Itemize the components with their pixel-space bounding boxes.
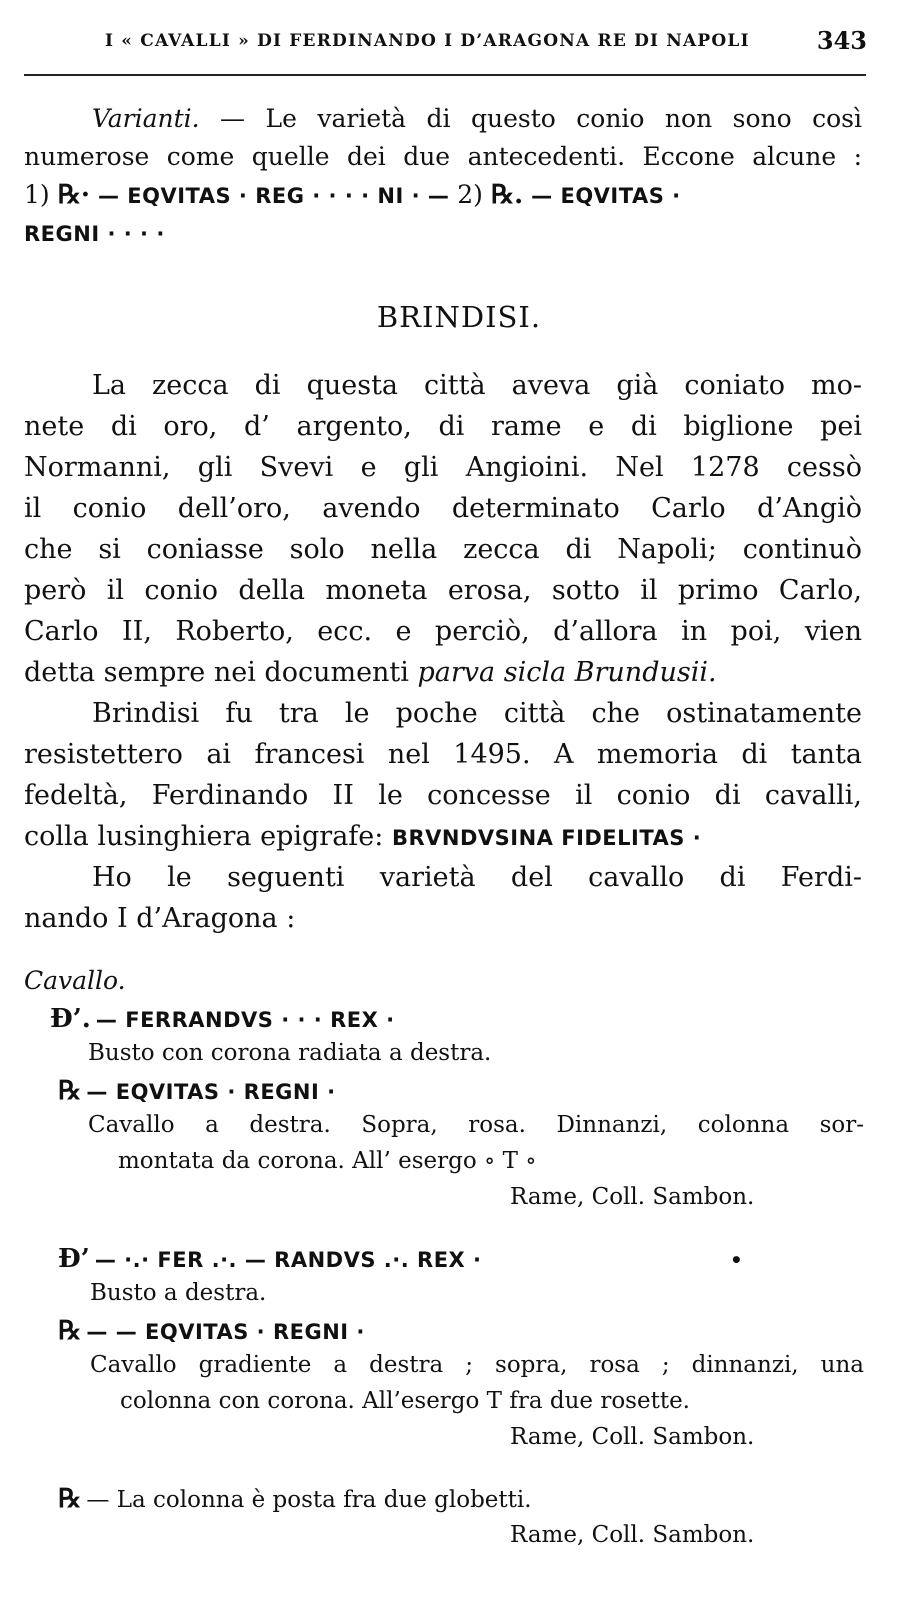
para1-line-1: La zecca di questa città aveva già coniato mo- <box>92 370 862 401</box>
reverse-legend: — — EQVITAS · REGNI · <box>86 1320 365 1344</box>
reverse-symbol: ℞ <box>58 1484 82 1514</box>
para1-line-2: nete di oro, d’ argento, di rame e di biglione pei <box>24 411 862 442</box>
para1-line-4: il conio dell’oro, avendo determinato Carlo d’Angiò <box>24 493 862 524</box>
obverse-symbol: Đ’. <box>50 1004 91 1034</box>
latin-phrase: parva sicla Brundusii. <box>417 657 717 688</box>
varianti-text: — Le varietà di questo conio non sono così <box>199 104 862 133</box>
variant-1-number: 1) <box>24 180 50 209</box>
entry3-source: Rame, Coll. Sambon. <box>510 1522 755 1548</box>
reverse-symbol: ℞. <box>490 180 524 210</box>
entry3-reverse <box>58 1484 532 1514</box>
obverse-symbol: Đ’ <box>58 1244 90 1274</box>
para1-line-7: Carlo II, Roberto, ecc. e perciò, d’allora in poi, vien <box>24 616 862 647</box>
page-number: 343 <box>816 26 867 55</box>
entry2-reverse-desc-1: Cavallo gradiente a destra ; sopra, rosa ; dinnanzi, una <box>90 1352 864 1378</box>
varianti-label: Varianti. <box>92 104 200 133</box>
para2-line-1: Brindisi fu tra le poche città che ostinatamente <box>92 698 862 729</box>
obverse-legend: — ·.· FER .·. — RANDVS .·. REX · <box>94 1248 482 1272</box>
epigraph-legend: BRVNDVSINA FIDELITAS · <box>391 826 702 850</box>
entry2-obverse-desc: Busto a destra. <box>90 1280 267 1306</box>
para1-line-5: che si coniasse solo nella zecca di Napoli; continuò <box>24 534 862 565</box>
running-header <box>105 26 867 56</box>
variant-2-number: 2) <box>457 180 483 209</box>
para2-last-text: colla lusinghiera epigrafe: <box>24 821 392 852</box>
running-title: I « CAVALLI » DI FERDINANDO I D’ARAGONA RE DI NAPOLI <box>105 31 750 51</box>
obverse-legend: — FERRANDVS · · · REX · <box>95 1008 395 1032</box>
entry1-reverse-desc-2: montata da corona. All’ esergo ∘ T ∘ <box>118 1148 537 1174</box>
para1-line-8 <box>24 657 717 688</box>
entry1-reverse-desc-1: Cavallo a destra. Sopra, rosa. Dinnanzi, colonna sor- <box>88 1112 864 1138</box>
para1-last-text: detta sempre nei documenti <box>24 657 418 688</box>
entry2-obverse <box>58 1244 482 1274</box>
varianti-line-1 <box>92 104 862 133</box>
reverse-legend: — EQVITAS · REGNI · <box>86 1080 336 1104</box>
entry3-reverse-desc: — La colonna è posta fra due globetti. <box>86 1487 532 1513</box>
entry2-source: Rame, Coll. Sambon. <box>510 1424 755 1450</box>
entry1-source: Rame, Coll. Sambon. <box>510 1184 755 1210</box>
header-rule <box>24 74 866 76</box>
cavallo-heading: Cavallo. <box>24 966 126 995</box>
entry1-obverse <box>50 1004 395 1034</box>
para2-line-2: resistettero ai francesi nel 1495. A memoria di tanta <box>24 739 862 770</box>
reverse-symbol: ℞ <box>58 1316 82 1346</box>
section-title: BRINDISI. <box>376 300 542 334</box>
reverse-symbol: ℞ <box>58 1076 82 1106</box>
entry1-obverse-desc: Busto con corona radiata a destra. <box>88 1040 492 1066</box>
entry2-reverse <box>58 1316 365 1346</box>
reverse-symbol: ℞· <box>57 180 90 210</box>
para2-line-4 <box>24 821 701 852</box>
varianti-line-3 <box>24 180 864 210</box>
variant-2-legend: — EQVITAS · <box>531 184 681 208</box>
para1-line-3: Normanni, gli Svevi e gli Angioini. Nel 1278 cessò <box>24 452 862 483</box>
entry1-reverse <box>58 1076 336 1106</box>
varianti-line-4: REGNI · · · · <box>24 222 165 246</box>
para1-line-6: però il conio della moneta erosa, sotto il primo Carlo, <box>24 575 862 606</box>
para3-line-1: Ho le seguenti varietà del cavallo di Ferdi- <box>92 862 862 893</box>
variant-1-legend: — EQVITAS · REG · · · · NI · — <box>97 184 458 208</box>
stray-dot: • <box>730 1248 743 1272</box>
varianti-line-2: numerose come quelle dei due antecedenti. Eccone alcune : <box>24 142 862 171</box>
entry2-reverse-desc-2: colonna con corona. All’esergo T fra due rosette. <box>120 1388 690 1414</box>
para3-line-2: nando I d’Aragona : <box>24 903 296 934</box>
para2-line-3: fedeltà, Ferdinando II le concesse il conio di cavalli, <box>24 780 862 811</box>
